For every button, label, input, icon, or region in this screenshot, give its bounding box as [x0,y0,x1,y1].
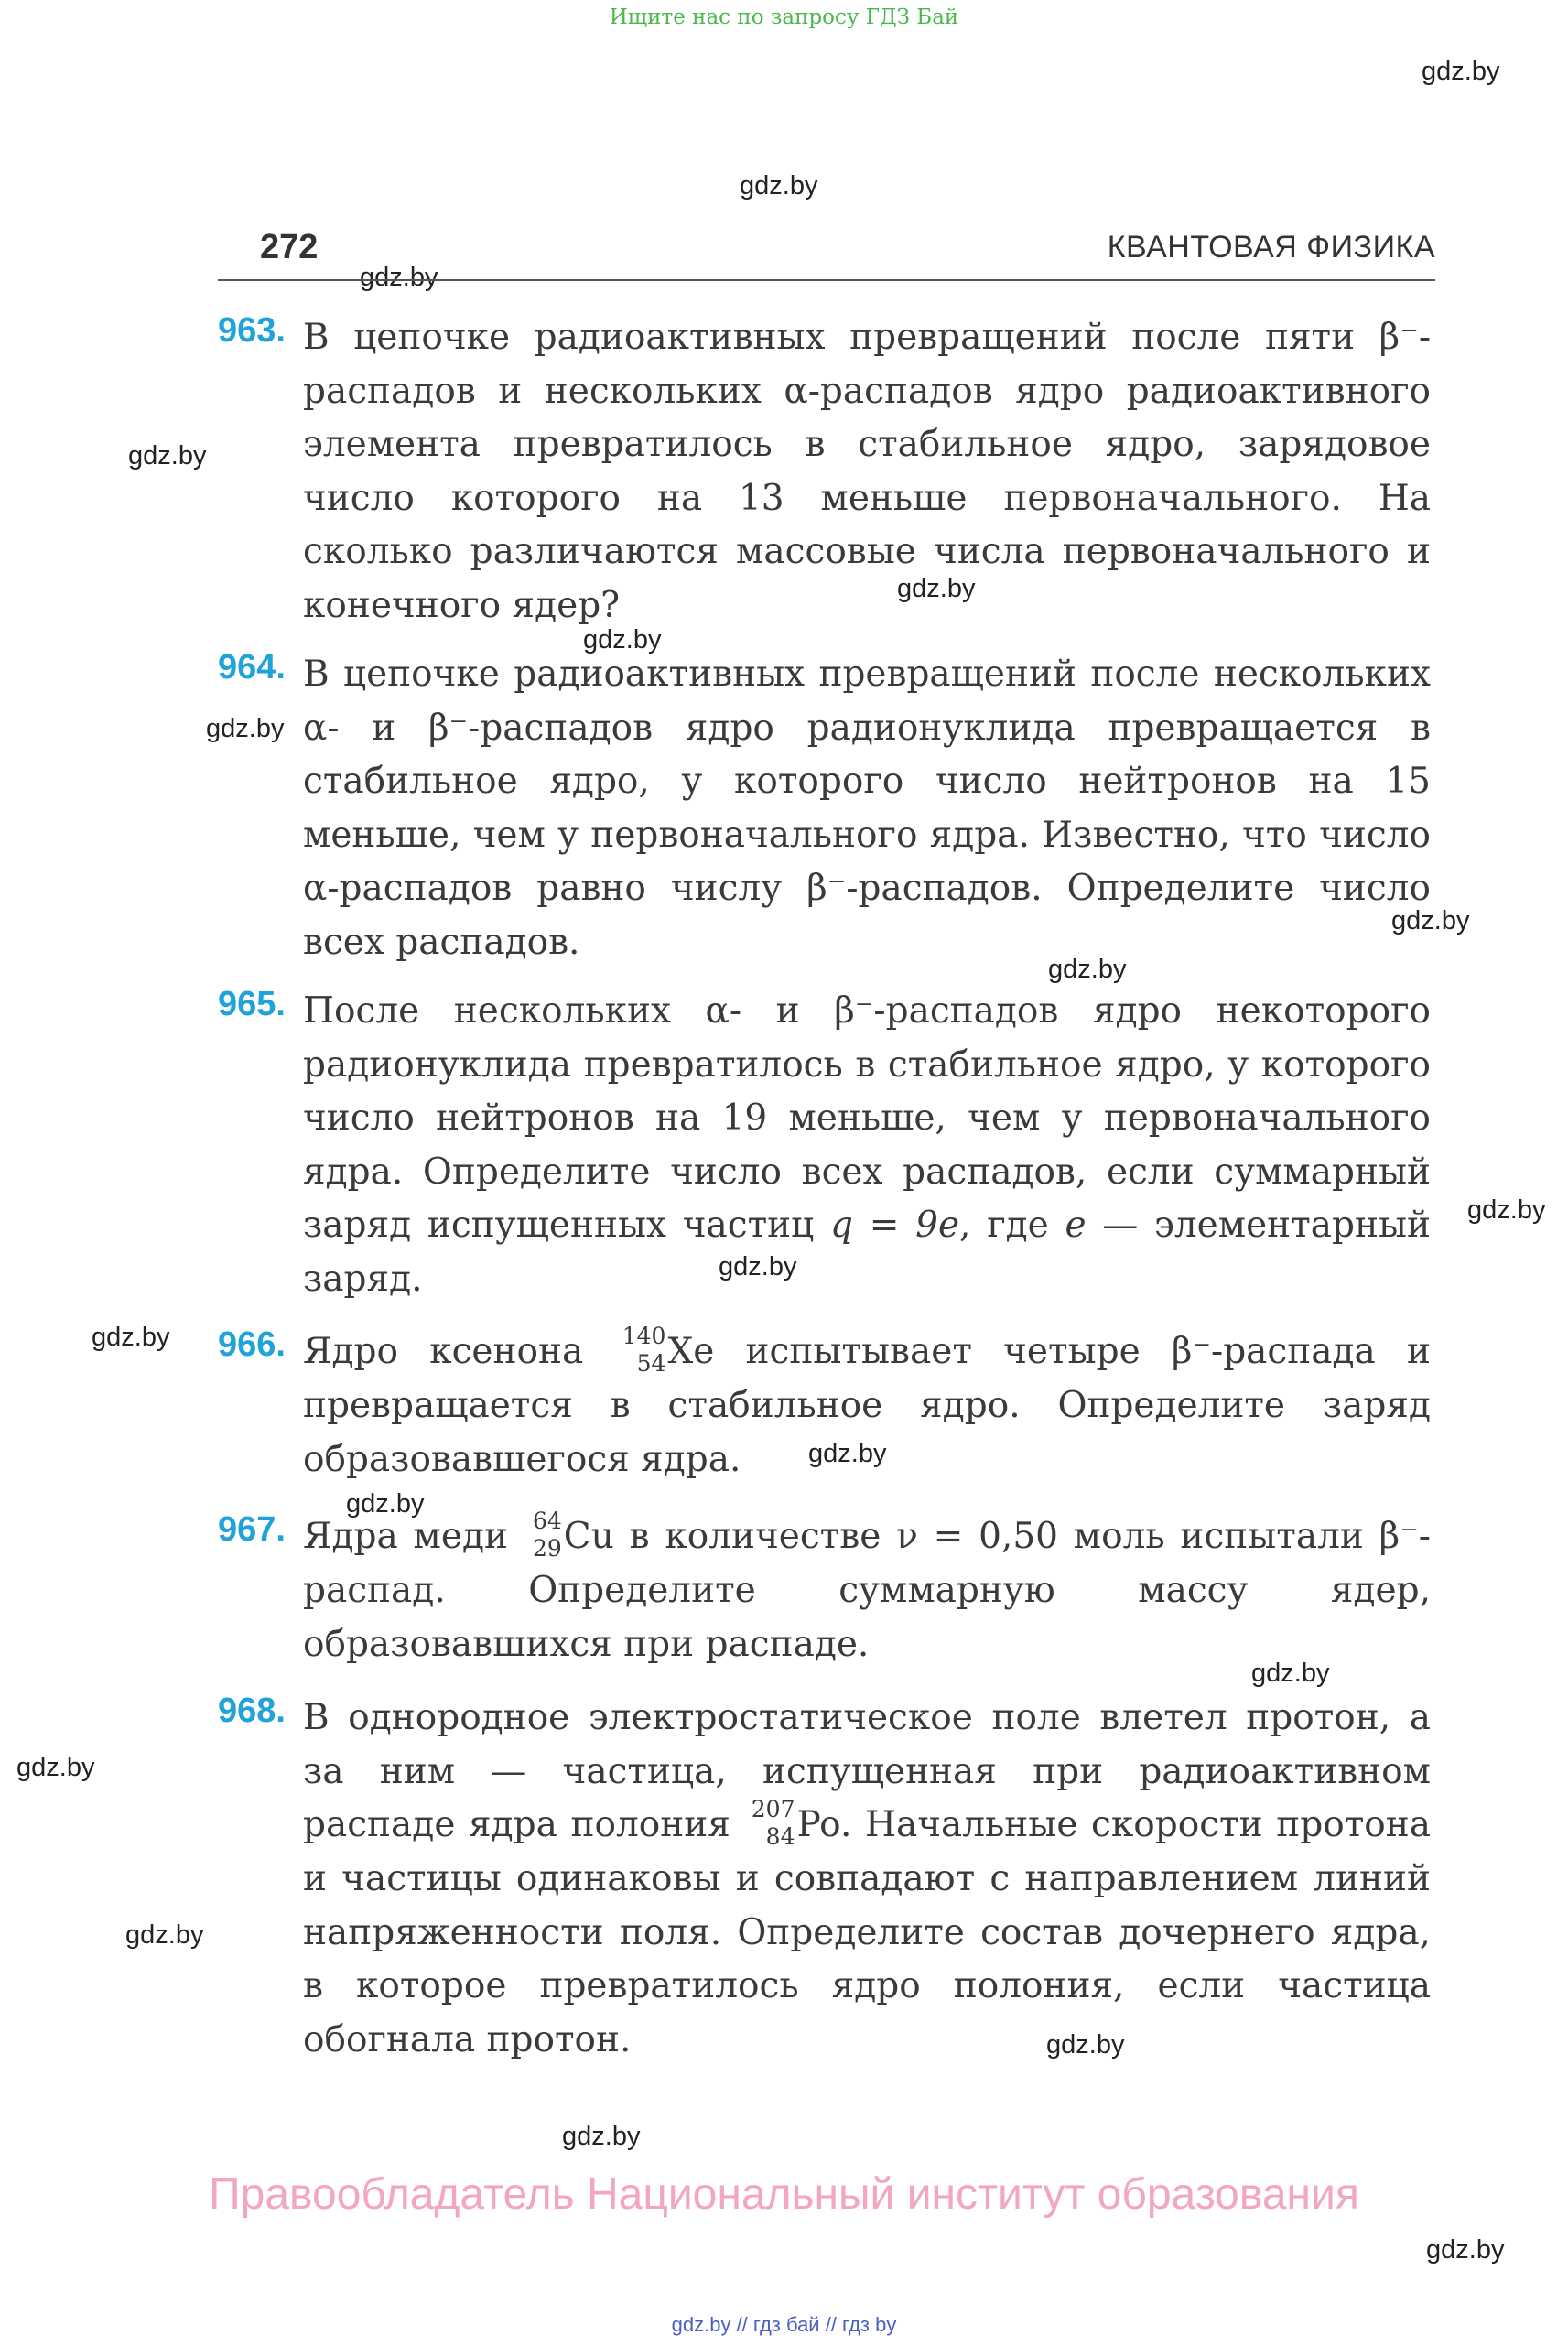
mass-number: 64 [532,1508,562,1534]
watermark: gdz.by [360,263,438,292]
element-symbol: Cu [563,1516,614,1557]
element-symbol: Po [796,1804,840,1845]
charge-number: 84 [765,1823,795,1850]
watermark: gdz.by [897,574,976,603]
problem-number: 967. [218,1510,286,1549]
nuclide-notation [614,1323,666,1379]
watermark: gdz.by [1422,57,1500,86]
nuclide-notation [743,1796,795,1853]
mass-number: 207 [751,1796,795,1822]
copyright-notice: Правообладатель Национальный институт образования [209,2170,1359,2219]
problem-text-part: — элементарный заряд. [303,1205,1431,1300]
page-number: 272 [260,228,319,266]
problem-text [303,985,1431,1306]
problem-text: В цепочке радиоактивных превращений после пяти β⁻-распадов и нескольких α-распадов ядро радиоактивного элемента превратилось в стабильное ядро, зарядовое число которого на 13 меньше первоначального. На сколько различаются массовые числа первоначального и конечного ядер? [303,317,1431,626]
watermark: gdz.by [808,1439,887,1468]
watermark: gdz.by [128,441,207,470]
problem-text [303,1325,1431,1487]
watermark: gdz.by [125,1920,204,1950]
watermark: gdz.by [1391,906,1470,935]
watermark: gdz.by [1046,2030,1125,2060]
problem-text-part: В однородное электростатическое поле влетел протон, а за ним — частица, испущенная при радиоактивном распаде ядра полония [303,1697,1431,1845]
watermark: gdz.by [346,1489,425,1519]
watermark: gdz.by [583,625,662,654]
problem-text [303,1692,1431,2067]
problem-text: В цепочке радиоактивных превращений после нескольких α- и β⁻-распадов ядро радионуклида превращается в стабильное ядро, у которого число нейтронов на 15 меньше, чем у первоначального ядра. Известно, что число α-распадов равно числу β⁻-распадов. Определите число всех распадов. [303,654,1431,963]
watermark: gdz.by [1426,2235,1505,2265]
problem-963 [218,311,1435,632]
problem-number: 963. [218,311,286,350]
watermark: gdz.by [562,2122,641,2151]
problem-text-part: Ядро ксенона [303,1331,615,1372]
charge-number: 54 [636,1350,666,1377]
watermark: gdz.by [740,171,818,200]
problem-text-part: . Начальные скорости протона и частицы одинаковы и совпадают с направлением линий напряженности поля. Определите состав дочернего ядра, в которое превратилось ядро полония, если частица обогнала протон. [303,1804,1431,2060]
nuclide-notation [524,1508,562,1564]
elementary-charge-symbol: e [1065,1205,1087,1246]
watermark: gdz.by [206,714,285,743]
charge-formula: q = 9e [830,1205,960,1246]
problem-text-part: испытывает четыре β⁻-распада и превращается в стабильное ядро. Определите заряд образовавшегося ядра. [303,1331,1432,1480]
problem-text-part: в количестве ν = 0,50 моль испытали β⁻-распад. Определите суммарную массу ядер, образовавшихся при распаде. [303,1516,1431,1665]
watermark: gdz.by [92,1323,170,1352]
mass-number: 140 [622,1323,666,1349]
problem-text [303,1510,1431,1671]
problem-text-part: , где [959,1205,1065,1246]
charge-number: 29 [532,1535,562,1562]
problem-number: 964. [218,648,286,687]
element-symbol: Xe [667,1331,715,1372]
footer-links[interactable]: gdz.by // гдз бай // гдз by [671,2313,897,2336]
problem-966 [218,1325,1435,1487]
problem-number: 968. [218,1692,286,1730]
watermark: gdz.by [1048,955,1127,984]
watermark: gdz.by [719,1252,797,1281]
problem-965 [218,985,1435,1306]
chapter-title: КВАНТОВАЯ ФИЗИКА [1107,230,1435,265]
watermark: gdz.by [16,1753,95,1782]
problem-964 [218,648,1435,969]
problem-number: 965. [218,985,286,1023]
problem-text-part: После нескольких α- и β⁻-распадов ядро некоторого радионуклида превратилось в стабильное ядро, у которого число нейтронов на 19 меньше, чем у первоначального ядра. Определите число всех распадов, если суммарный заряд испущенных частиц [303,990,1431,1246]
page-header [218,222,1435,281]
top-banner-link[interactable]: Ищите нас по запросу ГДЗ Бай [609,5,959,29]
problem-968 [218,1692,1435,2067]
problem-number: 966. [218,1325,286,1364]
watermark: gdz.by [1467,1195,1546,1225]
watermark: gdz.by [1251,1659,1330,1688]
problem-967 [218,1510,1435,1671]
problem-text-part: Ядра меди [303,1516,524,1557]
